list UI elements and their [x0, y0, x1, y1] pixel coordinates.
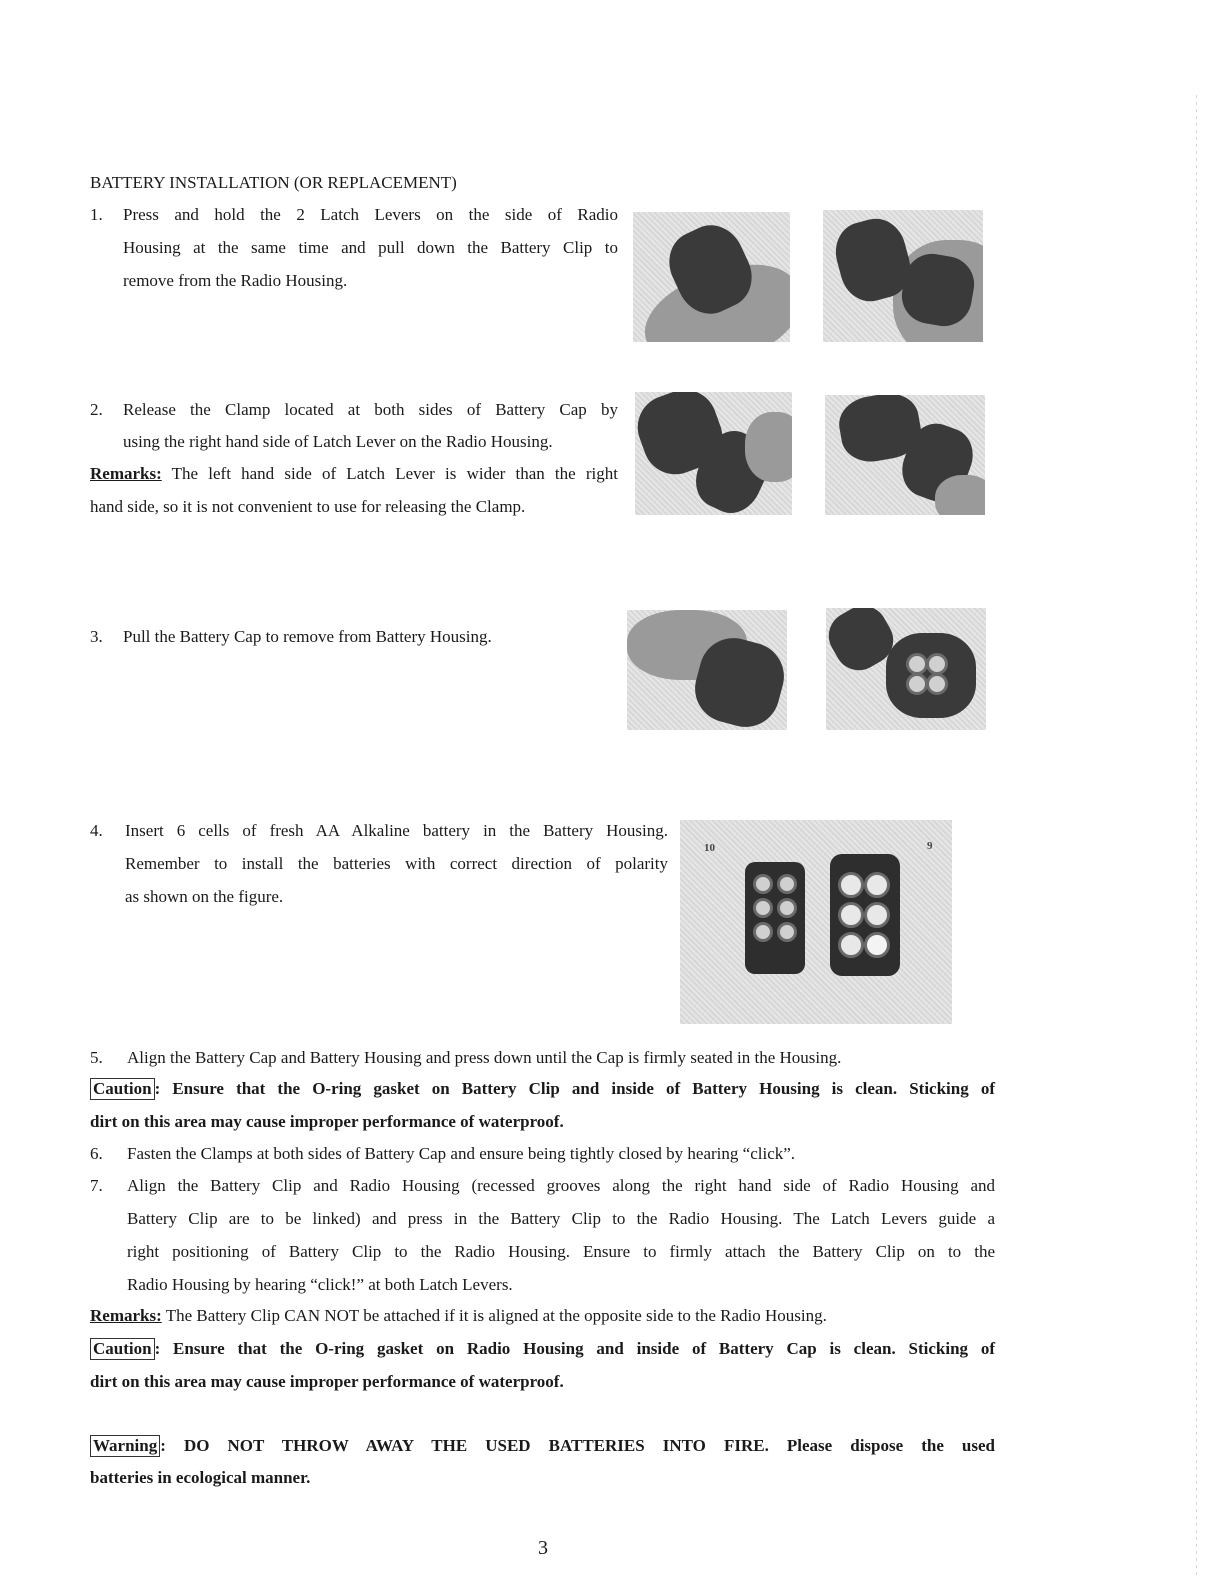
page-number: 3 — [538, 1537, 548, 1559]
step-line: Radio Housing by hearing “click!” at both Latch Levers. — [127, 1275, 513, 1294]
step-number: 4. — [90, 821, 103, 840]
caution-text: : Ensure that the O-ring gasket on Radio Housing and inside of Battery Cap is clean. Sticking of — [154, 1339, 995, 1358]
photo-step3-b — [826, 608, 986, 730]
remarks-label: Remarks: — [90, 1306, 162, 1325]
photo-battery-polarity — [680, 820, 952, 1024]
remarks-text: The left hand side of Latch Lever is wider than the right — [161, 464, 618, 483]
caution-line: dirt on this area may cause improper performance of waterproof. — [90, 1112, 564, 1131]
photo-step3-a — [627, 610, 787, 730]
figure-label: 9 — [927, 840, 933, 852]
step-line: right positioning of Battery Clip to the Radio Housing. Ensure to firmly attach the Battery Clip on to the — [127, 1242, 995, 1261]
section-heading: BATTERY INSTALLATION (OR REPLACEMENT) — [90, 173, 457, 192]
figure-label: 10 — [704, 842, 715, 854]
caution-line — [90, 1332, 995, 1365]
photo-step1-a — [633, 212, 790, 342]
remarks-line — [90, 1299, 827, 1332]
step-number: 1. — [90, 205, 103, 224]
caution-line — [90, 1072, 995, 1105]
remarks-label: Remarks: — [90, 464, 162, 483]
scan-margin-line — [1196, 95, 1197, 1575]
caution-text: : Ensure that the O-ring gasket on Battery Clip and inside of Battery Housing is clean. Sticking of — [154, 1079, 995, 1098]
step-number: 5. — [90, 1048, 103, 1067]
remarks-line: hand side, so it is not convenient to use for releasing the Clamp. — [90, 497, 526, 516]
photo-step2-a — [635, 392, 792, 515]
step-line: Battery Clip are to be linked) and press in the Battery Clip to the Radio Housing. The Latch Levers guide a — [127, 1209, 995, 1228]
photo-step1-b — [823, 210, 983, 342]
step-line: remove from the Radio Housing. — [123, 271, 348, 290]
step-line: Align the Battery Clip and Radio Housing (recessed grooves along the right hand side of Radio Housing and — [127, 1176, 995, 1195]
step-line: Remember to install the batteries with correct direction of polarity — [125, 854, 668, 873]
step-line: using the right hand side of Latch Lever on the Radio Housing. — [123, 432, 553, 451]
step-line: Insert 6 cells of fresh AA Alkaline battery in the Battery Housing. — [125, 821, 668, 840]
photo-step2-b — [825, 395, 985, 515]
step-line: as shown on the figure. — [125, 887, 284, 906]
step-number: 6. — [90, 1144, 103, 1163]
step-line: Align the Battery Cap and Battery Housing and press down until the Cap is firmly seated in the Housing. — [127, 1048, 842, 1067]
warning-label: Warning — [90, 1435, 160, 1457]
step-number: 2. — [90, 400, 103, 419]
caution-line: dirt on this area may cause improper performance of waterproof. — [90, 1372, 564, 1391]
remarks-text: The Battery Clip CAN NOT be attached if it is aligned at the opposite side to the Radio Housing. — [161, 1306, 827, 1325]
warning-line — [90, 1429, 995, 1462]
step-line: Release the Clamp located at both sides of Battery Cap by — [123, 400, 618, 419]
caution-label: Caution — [90, 1338, 155, 1360]
step-line: Press and hold the 2 Latch Levers on the side of Radio — [123, 205, 618, 224]
warning-text: : DO NOT THROW AWAY THE USED BATTERIES INTO FIRE. Please dispose the used — [160, 1436, 995, 1455]
step-number: 7. — [90, 1176, 103, 1195]
step-line: Fasten the Clamps at both sides of Battery Cap and ensure being tightly closed by hearing “click”. — [127, 1144, 796, 1163]
remarks-line — [90, 457, 618, 490]
step-number: 3. — [90, 627, 103, 646]
step-line: Housing at the same time and pull down the Battery Clip to — [123, 238, 618, 257]
step-line: Pull the Battery Cap to remove from Battery Housing. — [123, 627, 492, 646]
warning-line: batteries in ecological manner. — [90, 1468, 311, 1487]
caution-label: Caution — [90, 1078, 155, 1100]
